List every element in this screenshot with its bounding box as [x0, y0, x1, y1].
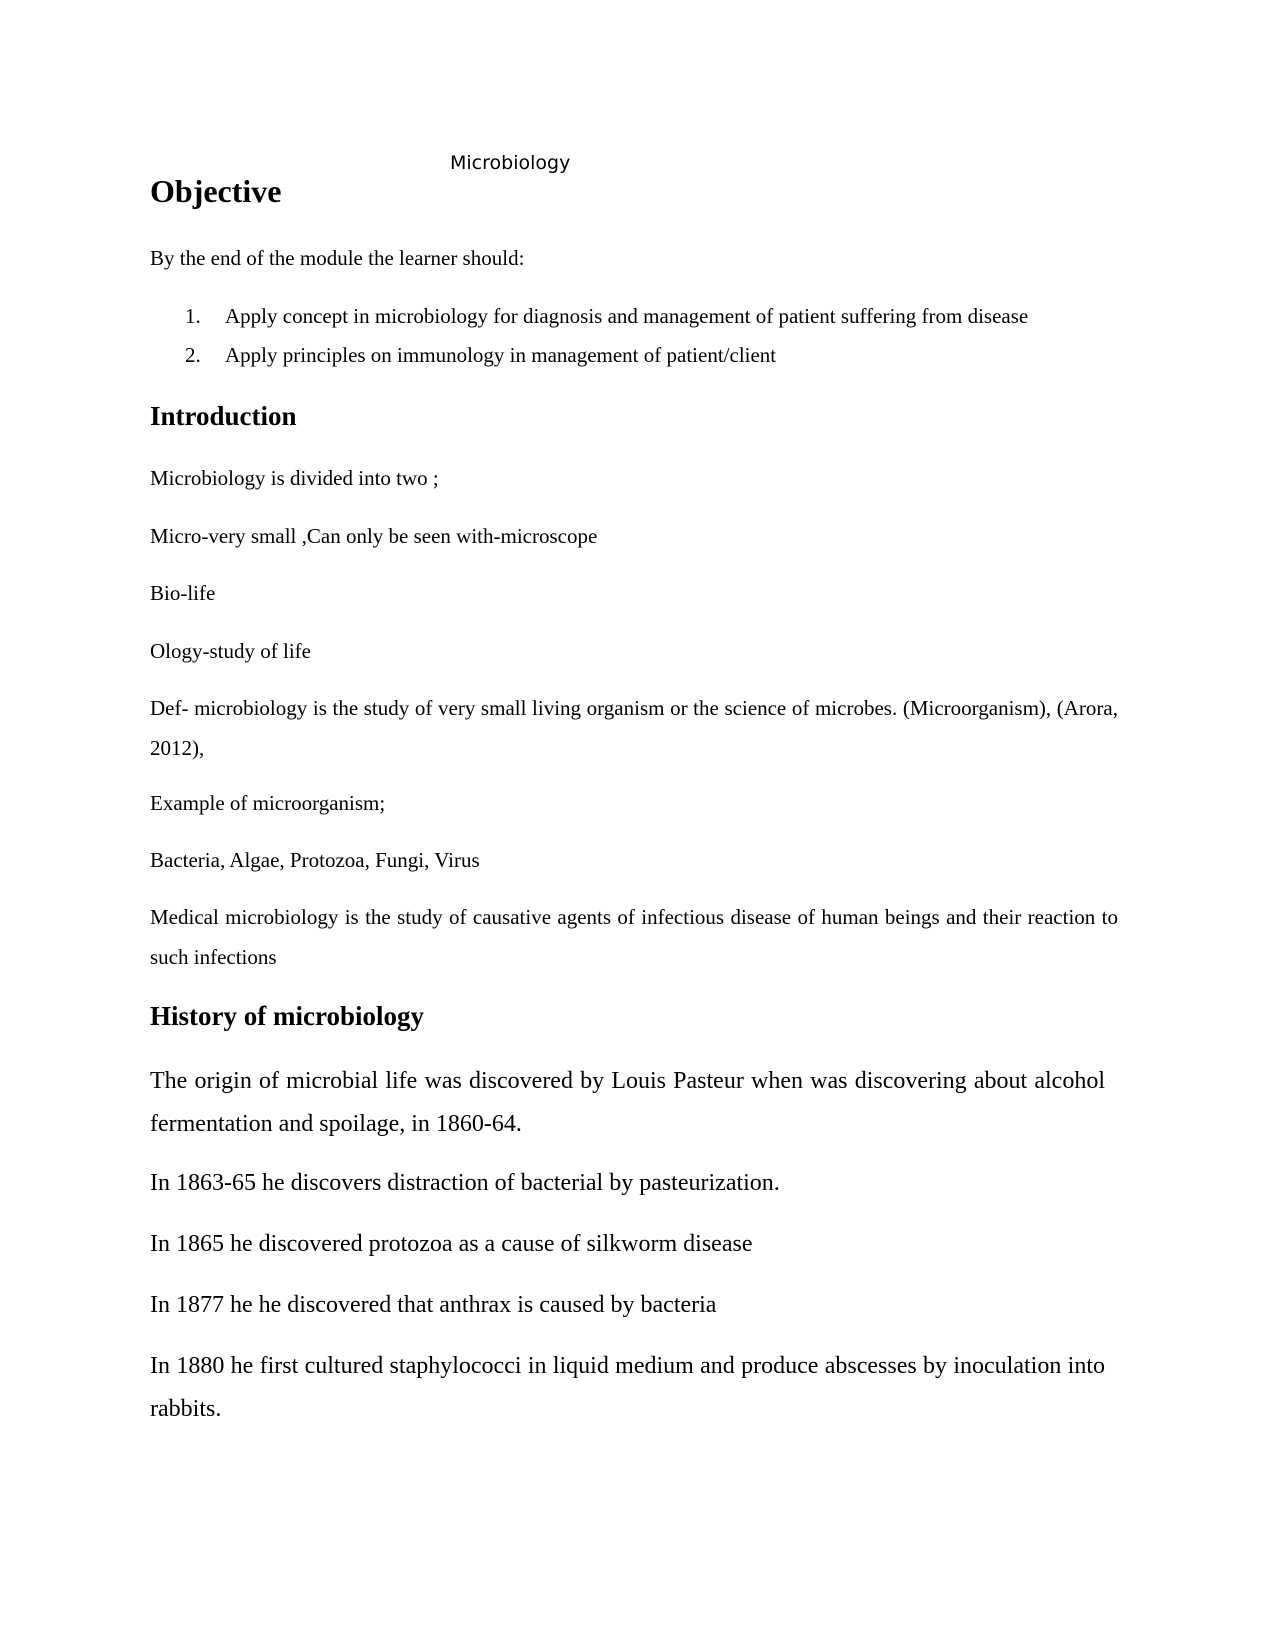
medical-microbiology-paragraph: Medical microbiology is the study of causative agents of infectious disease of human beings and their reaction to such infections — [150, 905, 1118, 969]
list-item-number: 1. — [185, 304, 201, 328]
history-last-paragraph: In 1880 he first cultured staphylococci in liquid medium and produce abscesses by inoculation into rabbits. — [150, 1353, 1105, 1422]
history-event: In 1877 he he discovered that anthrax is caused by bacteria — [150, 1292, 717, 1318]
history-origin-paragraph: The origin of microbial life was discovered by Louis Pasteur when was discovering about alcohol fermentation and spoilage, in 1860-64. — [150, 1068, 1105, 1137]
example-label: Example of microorganism; — [150, 791, 386, 815]
history-event: In 1863-65 he discovers distraction of bacterial by pasteurization. — [150, 1170, 780, 1196]
definition-paragraph: Def- microbiology is the study of very small living organism or the science of microbes. (Microorganism), (Arora, 2012), — [150, 696, 1118, 760]
objective-list — [185, 297, 1028, 375]
intro-line: Micro-very small ,Can only be seen with-microscope — [150, 524, 598, 548]
intro-line: Ology-study of life — [150, 639, 311, 663]
introduction-heading: Introduction — [150, 401, 297, 431]
objective-heading: Objective — [150, 173, 282, 209]
list-item — [185, 336, 1028, 375]
list-item-number: 2. — [185, 343, 201, 367]
intro-line: Microbiology is divided into two ; — [150, 466, 439, 490]
history-heading: History of microbiology — [150, 1001, 424, 1031]
list-item — [185, 297, 1028, 336]
intro-line: Bio-life — [150, 581, 216, 605]
page-header-title: Microbiology — [450, 152, 571, 174]
example-list: Bacteria, Algae, Protozoa, Fungi, Virus — [150, 848, 480, 872]
history-event: In 1865 he discovered protozoa as a cause of silkworm disease — [150, 1231, 753, 1257]
list-item-text: Apply concept in microbiology for diagnosis and management of patient suffering from disease — [225, 304, 1029, 328]
objective-intro: By the end of the module the learner should: — [150, 246, 525, 270]
list-item-text: Apply principles on immunology in management of patient/client — [225, 343, 777, 367]
